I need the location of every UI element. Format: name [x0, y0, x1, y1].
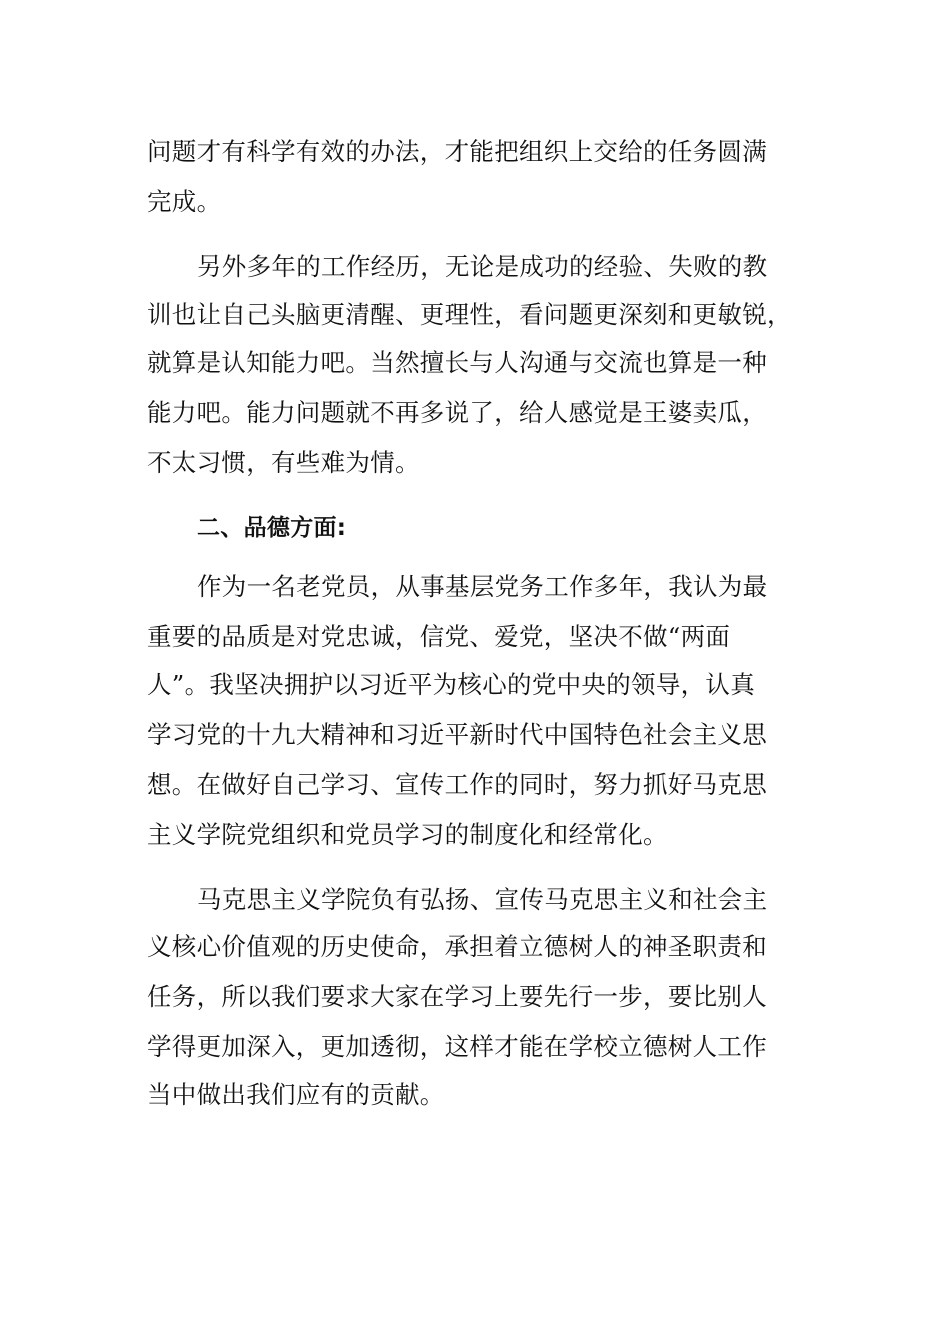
- paragraph-3-line-4: 学习党的十九大精神和习近平新时代中国特色社会主义思: [147, 720, 767, 749]
- paragraph-4-line-1: 马克思主义学院负有弘扬、宣传马克思主义和社会主: [197, 885, 768, 914]
- paragraph-3-line-2: 重要的品质是对党忠诚，信党、爱党，坚决不做“两面: [147, 622, 731, 651]
- paragraph-4-line-5: 当中做出我们应有的贡献。: [147, 1080, 445, 1109]
- paragraph-4-line-4: 学得更加深入，更加透彻，这样才能在学校立德树人工作: [147, 1032, 767, 1061]
- paragraph-2-line-1: 另外多年的工作经历，无论是成功的经验、失败的教: [197, 252, 768, 281]
- paragraph-3-line-5: 想。在做好自己学习、宣传工作的同时，努力抓好马克思: [147, 770, 767, 799]
- paragraph-2-line-4: 能力吧。能力问题就不再多说了，给人感觉是王婆卖瓜，: [147, 398, 767, 427]
- paragraph-2-line-3: 就算是认知能力吧。当然擅长与人沟通与交流也算是一种: [147, 348, 767, 377]
- section-heading: 二、品德方面:: [197, 515, 347, 541]
- paragraph-4-line-2: 义核心价值观的历史使命，承担着立德树人的神圣职责和: [147, 932, 767, 961]
- paragraph-2-line-5: 不太习惯，有些难为情。: [147, 448, 420, 477]
- paragraph-3-line-3: 人”。我坚决拥护以习近平为核心的党中央的领导，认真: [147, 670, 756, 699]
- paragraph-3-line-6: 主义学院党组织和党员学习的制度化和经常化。: [147, 820, 668, 849]
- paragraph-3-line-1: 作为一名老党员，从事基层党务工作多年，我认为最: [197, 572, 768, 601]
- paragraph-1-line-2: 完成。: [147, 187, 222, 216]
- paragraph-1-line-1: 问题才有科学有效的办法，才能把组织上交给的任务圆满: [147, 137, 767, 166]
- paragraph-4-line-3: 任务，所以我们要求大家在学习上要先行一步，要比别人: [147, 982, 767, 1011]
- paragraph-2-line-2: 训也让自己头脑更清醒、更理性，看问题更深刻和更敏锐，: [147, 300, 792, 329]
